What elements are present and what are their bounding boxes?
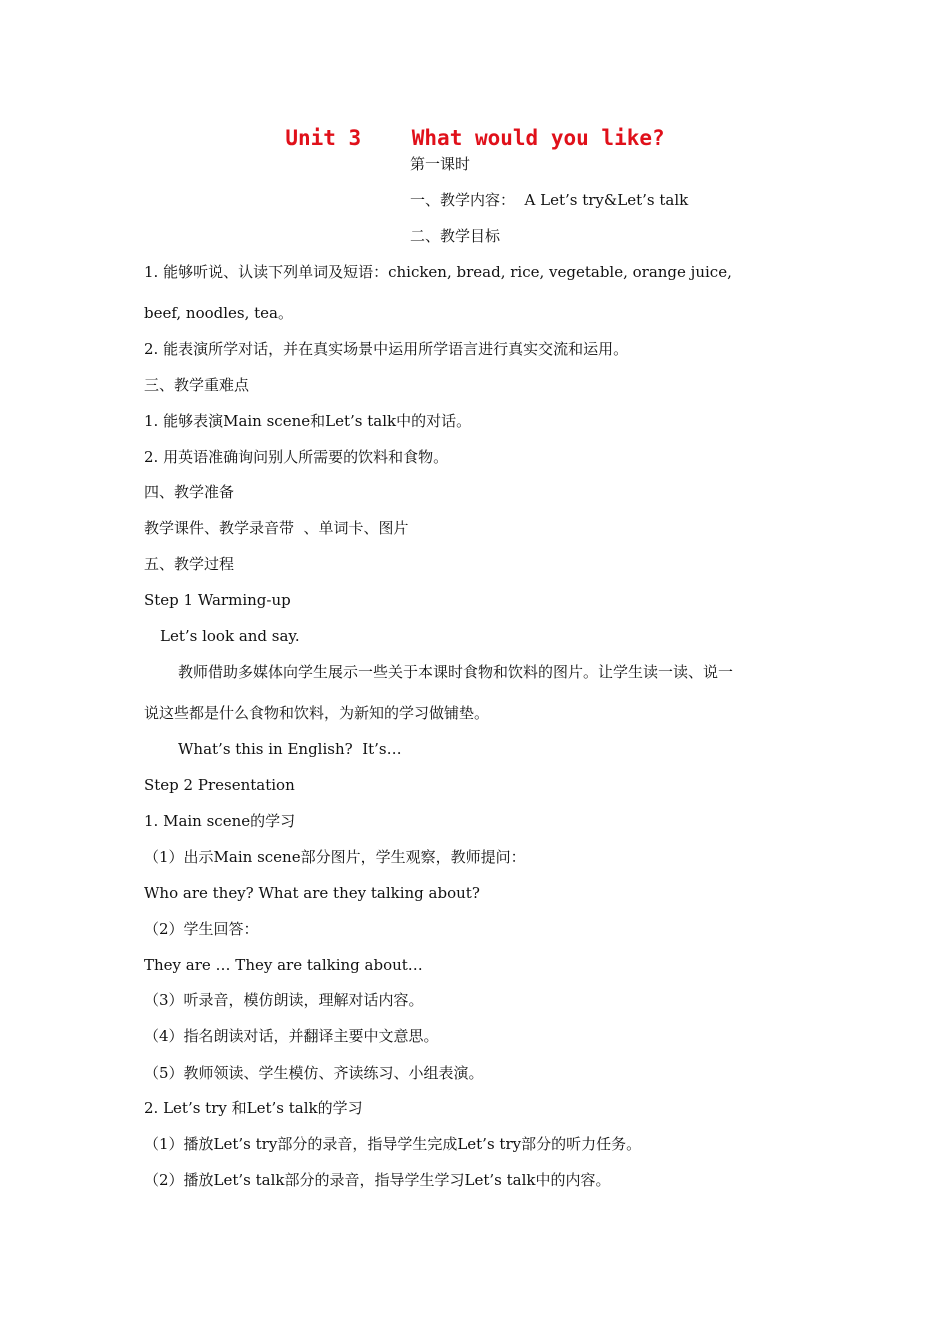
goal-1-line-2: beef, noodles, tea。 — [144, 304, 293, 322]
main-scene-step-3: （3）听录音，模仿朗读，理解对话内容。 — [144, 991, 424, 1009]
step-1-heading: Step 1 Warming-up — [144, 591, 291, 609]
preparation-items: 教学课件、教学录音带 、单词卡、图片 — [144, 519, 409, 537]
document-title: Unit 3 What would you like? — [285, 126, 665, 150]
section-key-points: 三、教学重难点 — [144, 376, 250, 394]
section-preparation: 四、教学准备 — [144, 483, 235, 501]
lesson-label: 第一课时 — [410, 155, 471, 173]
goal-1-line-1: 1. 能够听说、认读下列单词及短语：chicken, bread, rice, vegetable, orange juice, — [144, 263, 732, 281]
main-scene-step-4: （4）指名朗读对话，并翻译主要中文意思。 — [144, 1027, 439, 1045]
section-teaching-content: 一、教学内容： A Let’s try&Let’s talk — [410, 191, 689, 209]
step-1-description-line-1: 教师借助多媒体向学生展示一些关于本课时食物和饮料的图片。让学生读一读、说一 — [178, 663, 734, 681]
lets-talk-step-2: （2）播放Let’s talk部分的录音，指导学生学习Let’s talk中的内容。 — [144, 1171, 611, 1189]
step-2-heading: Step 2 Presentation — [144, 776, 295, 794]
key-point-2: 2. 用英语准确询问别人所需要的饮料和食物。 — [144, 448, 449, 466]
main-scene-step-2: （2）学生回答： — [144, 920, 259, 938]
main-scene-step-5: （5）教师领读、学生模仿、齐读练习、小组表演。 — [144, 1064, 484, 1082]
lets-try-step-1: （1）播放Let’s try部分的录音，指导学生完成Let’s try部分的听力任务。 — [144, 1135, 642, 1153]
step-1-description-line-2: 说这些都是什么食物和饮料，为新知的学习做铺垫。 — [144, 704, 490, 722]
step-2-item-2: 2. Let’s try 和Let’s talk的学习 — [144, 1099, 363, 1117]
section-teaching-goals: 二、教学目标 — [410, 227, 501, 245]
key-point-1: 1. 能够表演Main scene和Let’s talk中的对话。 — [144, 412, 472, 430]
main-scene-question: Who are they? What are they talking about? — [144, 884, 480, 902]
step-1-question: What’s this in English? It’s… — [178, 740, 402, 758]
main-scene-step-1: （1）出示Main scene部分图片，学生观察，教师提问： — [144, 848, 526, 866]
main-scene-answer: They are … They are talking about… — [144, 956, 423, 974]
section-teaching-process: 五、教学过程 — [144, 555, 235, 573]
step-1-subheading: Let’s look and say. — [160, 627, 300, 645]
goal-2: 2. 能表演所学对话，并在真实场景中运用所学语言进行真实交流和运用。 — [144, 340, 629, 358]
step-2-item-1: 1. Main scene的学习 — [144, 812, 296, 830]
